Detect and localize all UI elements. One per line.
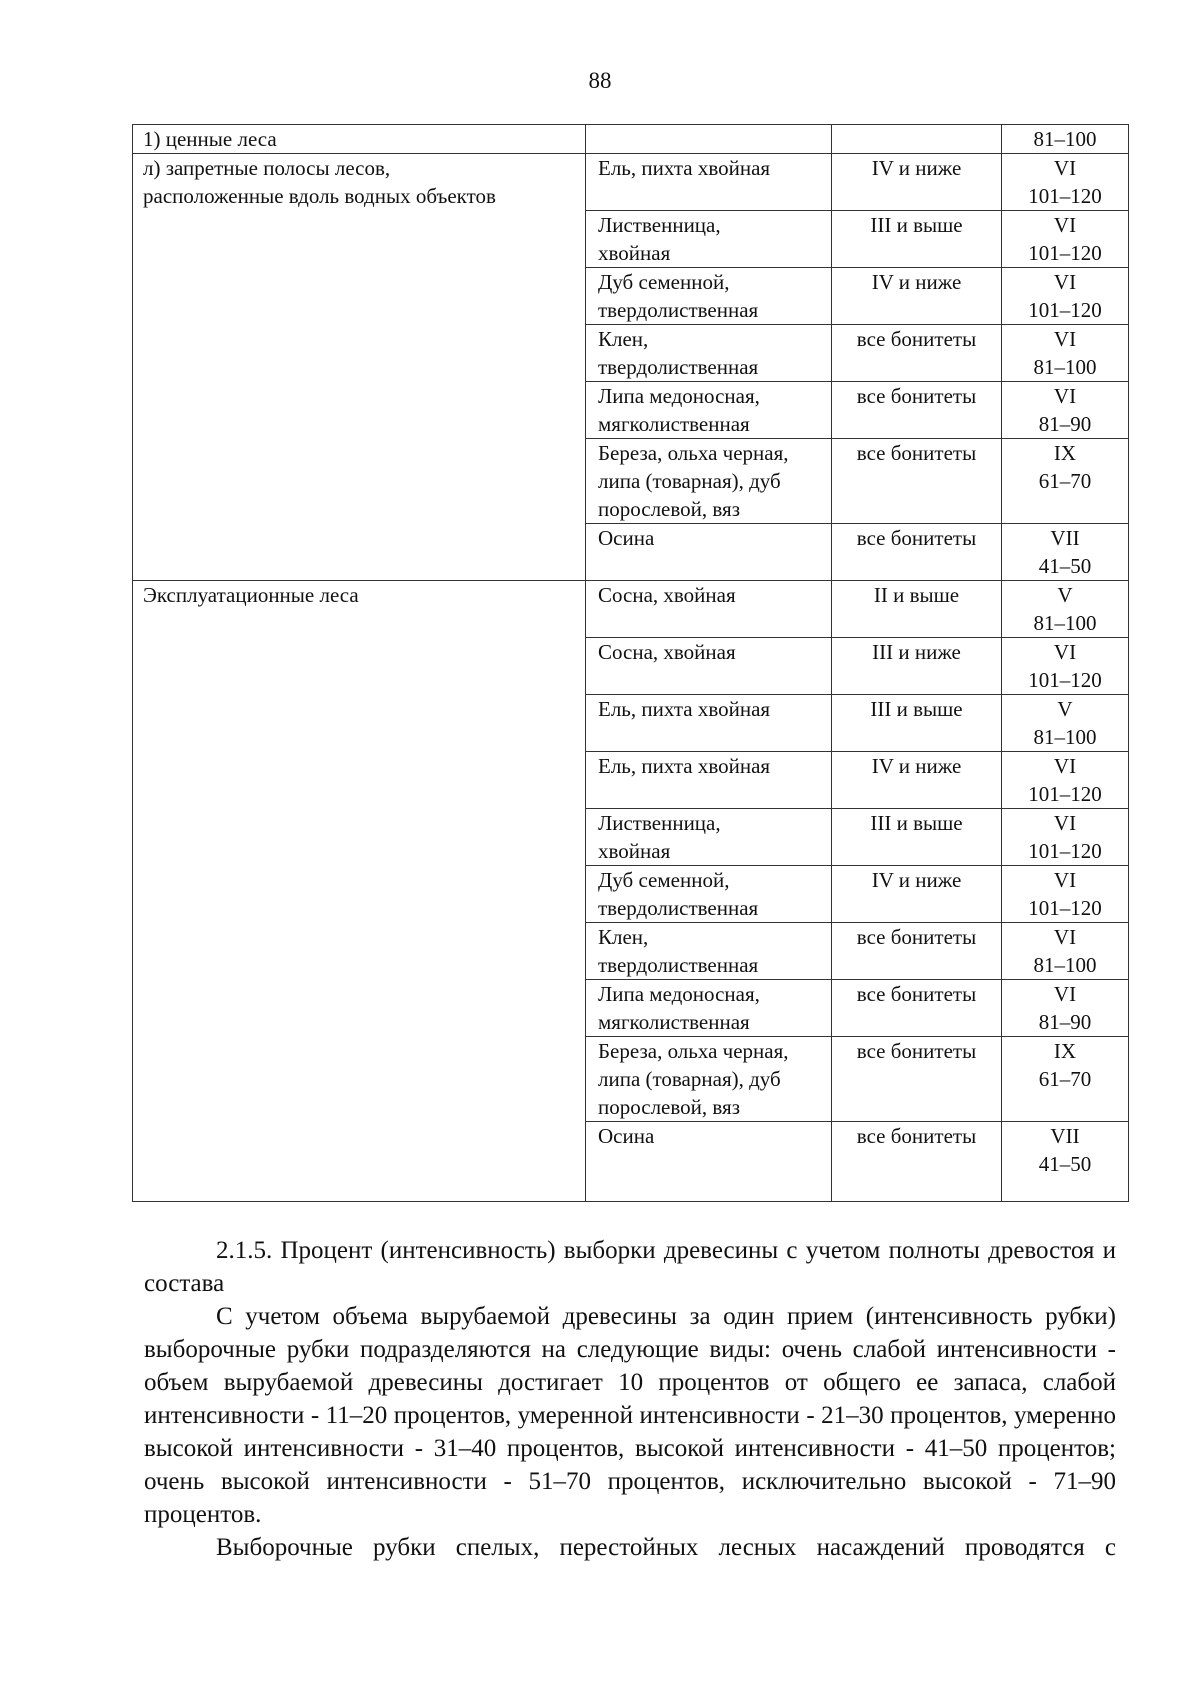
age-class-text: 101–120 [1028,668,1102,692]
table-body [133,125,1129,1202]
species-text: мягколиственная [598,412,750,436]
bonitet-text: IV и ниже [871,754,962,778]
bonitet-cell [832,1037,1002,1122]
species-cell [586,752,832,809]
age-class-text: VI [1053,640,1077,664]
age-class-cell [1002,439,1129,524]
age-class-text: 101–120 [1028,184,1102,208]
species-cell [586,1037,832,1122]
species-text: Осина [598,1124,655,1148]
species-text: Осина [598,526,655,550]
species-text: Лиственница, [598,811,721,835]
bonitet-text: III и выше [870,811,963,835]
age-class-text: VI [1053,213,1077,237]
species-cell [586,211,832,268]
age-class-cell [1002,154,1129,211]
bonitet-text: все бонитеты [856,1039,977,1063]
age-class-text: VI [1053,384,1077,408]
bonitet-text: IV и ниже [871,270,962,294]
age-class-text: 81–100 [1033,611,1097,635]
bonitet-cell [832,752,1002,809]
species-cell [586,439,832,524]
age-class-text: 101–120 [1028,298,1102,322]
category-text: Эксплуатационные леса [143,583,359,607]
age-class-text: VII [1050,526,1080,550]
age-class-text: 81–90 [1038,412,1092,436]
bonitet-text: IV и ниже [871,156,962,180]
species-text: Лиственница, [598,213,721,237]
bonitet-cell [832,125,1002,154]
table-row [133,125,1129,154]
bonitet-cell [832,439,1002,524]
age-class-text: V [1057,697,1073,721]
forest-category-cell [133,125,586,154]
age-class-text: VI [1053,156,1077,180]
species-text: Клен, [598,925,649,949]
age-class-cell [1002,866,1129,923]
species-text: порослевой, вяз [598,497,740,521]
bonitet-cell [832,325,1002,382]
bonitet-text: все бонитеты [856,925,977,949]
forest-age-table [132,124,1129,1202]
species-text: Дуб семенной, [598,270,730,294]
bonitet-cell [832,154,1002,211]
bonitet-cell [832,638,1002,695]
bonitet-cell [832,1122,1002,1202]
species-text: твердолиственная [598,298,759,322]
page-number: 88 [588,68,612,93]
bonitet-cell [832,695,1002,752]
species-cell [586,382,832,439]
age-class-cell [1002,923,1129,980]
bonitet-text: все бонитеты [856,327,977,351]
species-cell [586,268,832,325]
species-text: хвойная [598,839,671,863]
age-class-cell [1002,695,1129,752]
age-class-text: V [1057,583,1073,607]
species-cell [586,980,832,1037]
species-text: мягколиственная [598,1010,750,1034]
age-class-text: VI [1053,868,1077,892]
age-class-text: VI [1053,754,1077,778]
age-class-text: VI [1053,982,1077,1006]
forest-category-cell [133,154,586,581]
species-cell [586,325,832,382]
species-text: Сосна, хвойная [598,583,736,607]
bonitet-cell [832,866,1002,923]
age-class-cell [1002,809,1129,866]
species-text: Ель, пихта хвойная [598,754,771,778]
section-heading: 2.1.5. Процент (интенсивность) выборки древесины с учетом полноты древостоя и состава [144,1237,1116,1297]
body-text [144,1234,1116,1564]
paragraph-intensity: С учетом объема вырубаемой древесины за один прием (интенсивность рубки) выборочные рубки подразделяются на следующие виды: очень слабой интенсивности - объем вырубаемой древесины достигает 10 процентов от общего ее запаса, слабой интенсивности - 11–20 процентов, умеренной интенсивности - 21–30 процентов, умеренно высокой интенсивности - 31–40 процентов, высокой интенсивности - 41–50 процентов; очень высокой интенсивности - 51–70 процентов, исключительно высокой - 71–90 процентов. [144,1303,1116,1528]
species-cell [586,1122,832,1202]
bonitet-text: III и выше [870,213,963,237]
bonitet-text: все бонитеты [856,441,977,465]
species-cell [586,524,832,581]
species-text: Ель, пихта хвойная [598,156,771,180]
species-cell [586,638,832,695]
bonitet-cell [832,809,1002,866]
table-row [133,581,1129,638]
age-class-text: 41–50 [1038,1152,1092,1176]
category-text: расположенные вдоль водных объектов [143,184,496,208]
species-cell [586,809,832,866]
species-text: Ель, пихта хвойная [598,697,771,721]
species-text: твердолиственная [598,953,759,977]
age-class-text: 81–100 [1033,127,1097,151]
bonitet-text: II и выше [873,583,960,607]
species-text: липа (товарная), дуб [598,1067,781,1091]
age-class-cell [1002,325,1129,382]
species-cell [586,581,832,638]
species-cell [586,923,832,980]
age-class-text: 61–70 [1038,469,1092,493]
age-class-cell [1002,1037,1129,1122]
species-text: липа (товарная), дуб [598,469,781,493]
bonitet-cell [832,211,1002,268]
category-text: л) запретные полосы лесов, [143,156,391,180]
species-cell [586,695,832,752]
age-class-text: 101–120 [1028,839,1102,863]
age-class-cell [1002,752,1129,809]
species-text: твердолиственная [598,896,759,920]
species-text: Береза, ольха черная, [598,441,789,465]
age-class-text: IX [1053,441,1077,465]
bonitet-cell [832,524,1002,581]
age-class-cell [1002,980,1129,1037]
age-class-text: 101–120 [1028,782,1102,806]
age-class-text: VI [1053,270,1077,294]
species-text: Береза, ольха черная, [598,1039,789,1063]
age-class-text: IX [1053,1039,1077,1063]
bonitet-text: все бонитеты [856,526,977,550]
species-cell [586,866,832,923]
age-class-text: 81–100 [1033,725,1097,749]
age-class-cell [1002,638,1129,695]
age-class-text: VII [1050,1124,1080,1148]
species-text: Липа медоносная, [598,384,760,408]
bonitet-cell [832,980,1002,1037]
bonitet-cell [832,581,1002,638]
species-text: Сосна, хвойная [598,640,736,664]
age-class-text: VI [1053,925,1077,949]
bonitet-text: все бонитеты [856,384,977,408]
bonitet-text: III и выше [870,697,963,721]
bonitet-cell [832,923,1002,980]
age-class-text: VI [1053,327,1077,351]
bonitet-cell [832,268,1002,325]
age-class-text: 101–120 [1028,896,1102,920]
age-class-text: VI [1053,811,1077,835]
species-text: Липа медоносная, [598,982,760,1006]
category-text: 1) ценные леса [143,127,277,151]
age-class-text: 101–120 [1028,241,1102,265]
age-class-cell [1002,524,1129,581]
bonitet-text: IV и ниже [871,868,962,892]
age-class-text: 41–50 [1038,554,1092,578]
forest-category-cell [133,581,586,1202]
age-class-cell [1002,1122,1129,1202]
bonitet-text: все бонитеты [856,1124,977,1148]
age-class-cell [1002,125,1129,154]
species-text: Клен, [598,327,649,351]
paragraph-selective-cutting: Выборочные рубки спелых, перестойных лесных насаждений проводятся с [216,1534,1116,1561]
age-class-cell [1002,581,1129,638]
age-class-cell [1002,211,1129,268]
species-text: твердолиственная [598,355,759,379]
age-class-text: 61–70 [1038,1067,1092,1091]
species-text: хвойная [598,241,671,265]
age-class-text: 81–90 [1038,1010,1092,1034]
bonitet-text: все бонитеты [856,982,977,1006]
species-cell [586,154,832,211]
age-class-text: 81–100 [1033,355,1097,379]
bonitet-cell [832,382,1002,439]
species-text: Дуб семенной, [598,868,730,892]
age-class-text: 81–100 [1033,953,1097,977]
age-class-cell [1002,268,1129,325]
age-class-cell [1002,382,1129,439]
species-cell [586,125,832,154]
species-text: порослевой, вяз [598,1095,740,1119]
bonitet-text: III и ниже [872,640,961,664]
table-row [133,154,1129,211]
